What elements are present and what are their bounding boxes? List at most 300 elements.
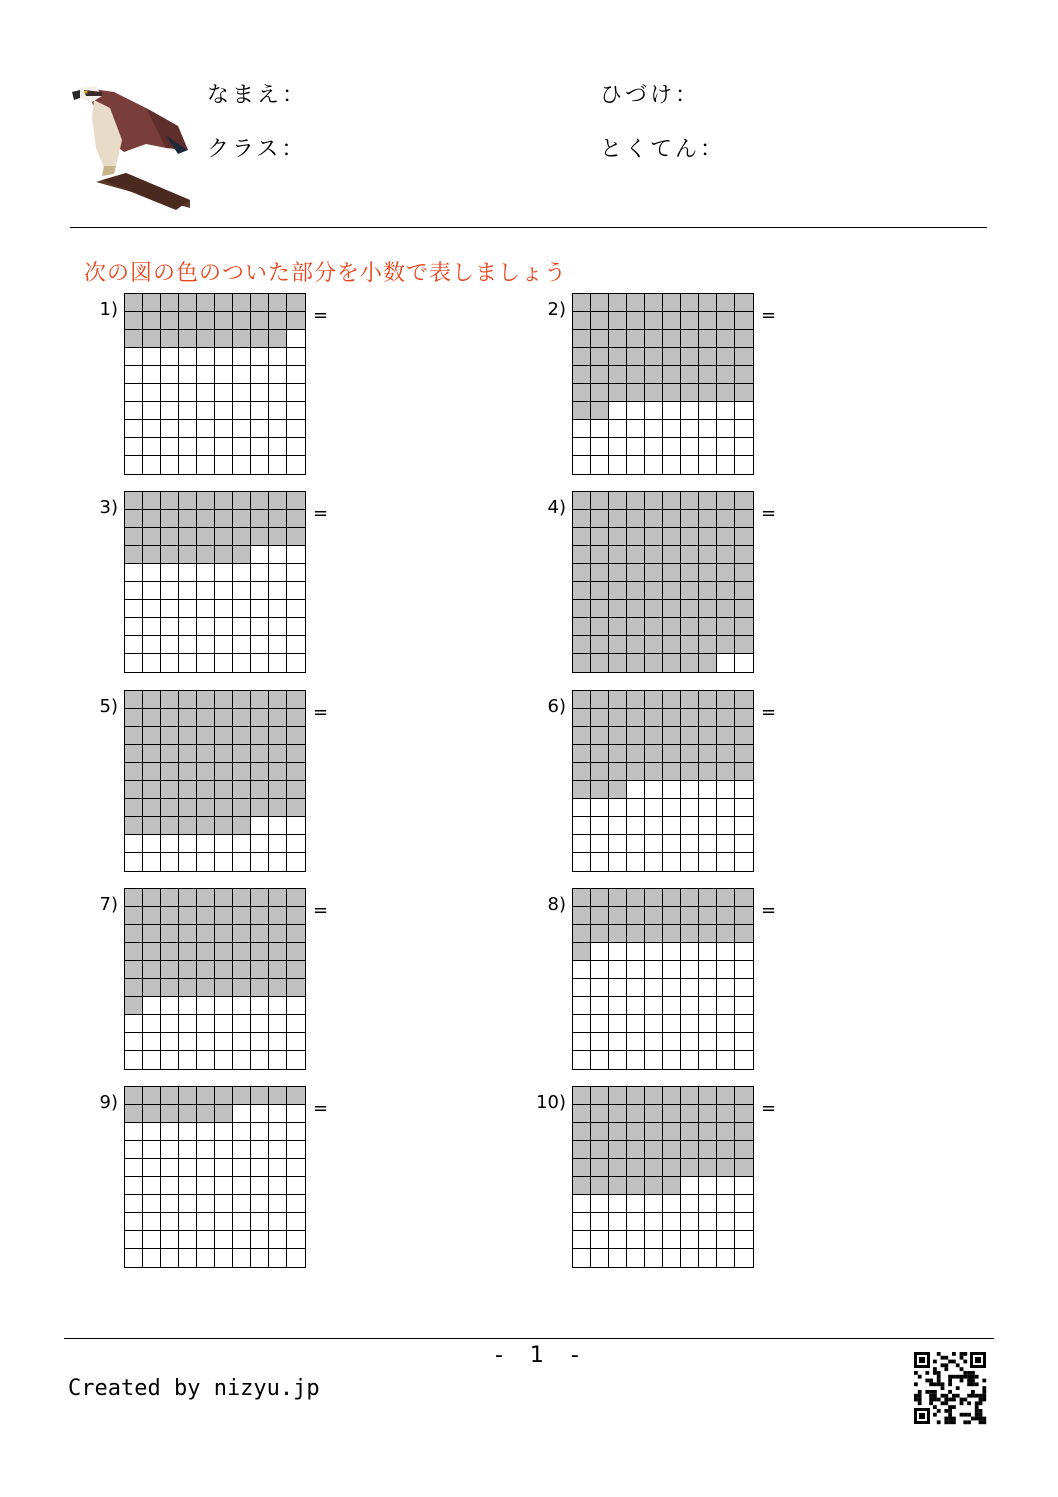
grid-cell-shaded [251, 763, 269, 781]
grid-cell-empty [215, 420, 233, 438]
grid-cell-shaded [573, 384, 591, 402]
grid-cell-shaded [681, 1159, 699, 1177]
grid-cell-empty [735, 799, 753, 817]
grid-cell-empty [645, 1033, 663, 1051]
grid-cell-shaded [735, 384, 753, 402]
hundred-grid [124, 690, 306, 872]
problem-number: 8) [547, 894, 566, 915]
grid-cell-empty [287, 438, 305, 456]
grid-cell-empty [251, 582, 269, 600]
grid-cell-empty [645, 456, 663, 474]
grid-cell-shaded [609, 763, 627, 781]
grid-cell-empty [609, 997, 627, 1015]
grid-cell-empty [251, 1249, 269, 1267]
grid-cell-empty [143, 348, 161, 366]
grid-cell-shaded [125, 961, 143, 979]
grid-cell-shaded [179, 943, 197, 961]
grid-cell-empty [215, 600, 233, 618]
grid-cell-shaded [699, 294, 717, 312]
grid-cell-shaded [609, 1123, 627, 1141]
grid-cell-empty [287, 402, 305, 420]
name-label: なまえ： [207, 83, 308, 108]
grid-cell-empty [125, 438, 143, 456]
grid-cell-empty [269, 1249, 287, 1267]
grid-cell-shaded [717, 582, 735, 600]
grid-cell-empty [591, 997, 609, 1015]
grid-cell-shaded [215, 979, 233, 997]
grid-cell-empty [179, 654, 197, 672]
grid-cell-shaded [161, 763, 179, 781]
grid-cell-shaded [143, 691, 161, 709]
grid-cell-empty [143, 1123, 161, 1141]
grid-cell-shaded [125, 546, 143, 564]
grid-cell-empty [251, 1231, 269, 1249]
grid-cell-shaded [179, 492, 197, 510]
grid-cell-shaded [179, 799, 197, 817]
grid-cell-empty [663, 438, 681, 456]
grid-cell-empty [161, 600, 179, 618]
grid-cell-shaded [269, 727, 287, 745]
grid-cell-empty [143, 1195, 161, 1213]
grid-cell-empty [645, 1195, 663, 1213]
grid-cell-empty [699, 1033, 717, 1051]
grid-cell-empty [287, 1213, 305, 1231]
grid-cell-empty [287, 1051, 305, 1069]
grid-cell-shaded [645, 348, 663, 366]
grid-cell-shaded [233, 745, 251, 763]
grid-cell-shaded [735, 348, 753, 366]
grid-cell-empty [699, 817, 717, 835]
grid-cell-empty [269, 420, 287, 438]
grid-cell-empty [215, 835, 233, 853]
grid-cell-empty [215, 1249, 233, 1267]
grid-cell-shaded [717, 528, 735, 546]
grid-cell-shaded [717, 907, 735, 925]
grid-cell-empty [251, 1195, 269, 1213]
grid-cell-shaded [627, 1177, 645, 1195]
grid-cell-empty [125, 1231, 143, 1249]
grid-cell-shaded [735, 691, 753, 709]
grid-cell-shaded [591, 1087, 609, 1105]
grid-cell-empty [197, 835, 215, 853]
grid-cell-empty [609, 1033, 627, 1051]
header-divider [70, 227, 987, 228]
grid-cell-shaded [573, 654, 591, 672]
grid-cell-empty [287, 1195, 305, 1213]
grid-cell-shaded [573, 1123, 591, 1141]
grid-cell-empty [269, 654, 287, 672]
grid-cell-shaded [627, 1159, 645, 1177]
grid-cell-empty [287, 997, 305, 1015]
grid-cell-empty [627, 1213, 645, 1231]
grid-cell-shaded [717, 1123, 735, 1141]
grid-cell-shaded [287, 727, 305, 745]
grid-cell-shaded [663, 366, 681, 384]
grid-cell-empty [161, 1033, 179, 1051]
grid-cell-empty [609, 853, 627, 871]
grid-cell-empty [269, 835, 287, 853]
grid-cell-shaded [215, 1087, 233, 1105]
grid-cell-shaded [573, 1087, 591, 1105]
grid-cell-shaded [609, 727, 627, 745]
grid-cell-shaded [269, 781, 287, 799]
grid-cell-shaded [573, 709, 591, 727]
grid-cell-shaded [573, 402, 591, 420]
grid-cell-shaded [179, 1087, 197, 1105]
grid-cell-shaded [287, 312, 305, 330]
grid-cell-shaded [197, 925, 215, 943]
grid-cell-empty [179, 582, 197, 600]
grid-cell-empty [215, 384, 233, 402]
grid-cell-empty [699, 456, 717, 474]
grid-cell-empty [143, 1231, 161, 1249]
hundred-grid [572, 690, 754, 872]
grid-cell-shaded [215, 294, 233, 312]
grid-cell-shaded [197, 763, 215, 781]
grid-cell-empty [609, 456, 627, 474]
grid-cell-shaded [663, 727, 681, 745]
grid-cell-shaded [609, 294, 627, 312]
grid-cell-empty [735, 438, 753, 456]
problem-number: 4) [547, 497, 566, 518]
grid-cell-empty [699, 1015, 717, 1033]
grid-cell-shaded [143, 709, 161, 727]
grid-cell-empty [179, 402, 197, 420]
grid-cell-empty [287, 1015, 305, 1033]
grid-cell-empty [269, 618, 287, 636]
grid-cell-shaded [269, 979, 287, 997]
grid-cell-shaded [215, 492, 233, 510]
grid-cell-empty [251, 1141, 269, 1159]
grid-cell-shaded [233, 925, 251, 943]
grid-cell-shaded [609, 564, 627, 582]
grid-cell-shaded [663, 889, 681, 907]
grid-cell-empty [197, 1249, 215, 1267]
grid-cell-empty [663, 835, 681, 853]
grid-cell-shaded [573, 1177, 591, 1195]
grid-cell-shaded [287, 294, 305, 312]
grid-cell-empty [287, 1033, 305, 1051]
grid-cell-shaded [645, 492, 663, 510]
grid-cell-empty [233, 402, 251, 420]
grid-cell-shaded [197, 492, 215, 510]
grid-cell-shaded [735, 618, 753, 636]
grid-cell-shaded [197, 781, 215, 799]
grid-cell-shaded [179, 294, 197, 312]
grid-cell-shaded [681, 546, 699, 564]
grid-cell-shaded [681, 330, 699, 348]
grid-cell-shaded [251, 492, 269, 510]
grid-cell-empty [251, 636, 269, 654]
grid-cell-shaded [645, 582, 663, 600]
grid-cell-shaded [197, 1105, 215, 1123]
grid-cell-shaded [627, 654, 645, 672]
grid-cell-empty [197, 1195, 215, 1213]
grid-cell-shaded [645, 745, 663, 763]
grid-cell-empty [161, 1249, 179, 1267]
grid-cell-empty [717, 799, 735, 817]
grid-cell-empty [287, 582, 305, 600]
grid-cell-empty [179, 456, 197, 474]
grid-cell-shaded [717, 294, 735, 312]
grid-cell-empty [663, 1213, 681, 1231]
grid-cell-empty [591, 943, 609, 961]
grid-cell-shaded [627, 907, 645, 925]
problem-number: 7) [99, 894, 118, 915]
grid-cell-empty [233, 1231, 251, 1249]
grid-cell-empty [573, 1195, 591, 1213]
grid-cell-empty [681, 1231, 699, 1249]
grid-cell-empty [251, 853, 269, 871]
grid-cell-shaded [627, 691, 645, 709]
grid-cell-shaded [663, 1123, 681, 1141]
grid-cell-shaded [717, 564, 735, 582]
grid-cell-empty [233, 1051, 251, 1069]
grid-cell-empty [681, 997, 699, 1015]
grid-cell-shaded [179, 709, 197, 727]
grid-cell-shaded [573, 1159, 591, 1177]
grid-cell-shaded [233, 961, 251, 979]
grid-cell-shaded [717, 492, 735, 510]
grid-cell-empty [681, 1015, 699, 1033]
grid-cell-empty [125, 1033, 143, 1051]
grid-cell-empty [663, 1195, 681, 1213]
grid-cell-empty [735, 420, 753, 438]
grid-cell-shaded [215, 546, 233, 564]
grid-cell-empty [591, 1195, 609, 1213]
grid-cell-empty [735, 961, 753, 979]
grid-cell-shaded [663, 312, 681, 330]
grid-cell-empty [609, 817, 627, 835]
grid-cell-empty [143, 1141, 161, 1159]
grid-cell-shaded [591, 348, 609, 366]
grid-cell-shaded [161, 745, 179, 763]
grid-cell-empty [251, 420, 269, 438]
grid-cell-empty [717, 438, 735, 456]
grid-cell-shaded [179, 727, 197, 745]
grid-cell-empty [699, 853, 717, 871]
grid-cell-shaded [699, 618, 717, 636]
grid-cell-shaded [645, 1087, 663, 1105]
grid-cell-empty [699, 438, 717, 456]
grid-cell-shaded [591, 727, 609, 745]
grid-cell-empty [717, 1033, 735, 1051]
grid-cell-shaded [251, 925, 269, 943]
grid-cell-shaded [161, 1087, 179, 1105]
grid-cell-shaded [735, 636, 753, 654]
grid-cell-shaded [699, 600, 717, 618]
grid-cell-empty [269, 853, 287, 871]
grid-cell-shaded [627, 546, 645, 564]
grid-cell-empty [699, 1051, 717, 1069]
grid-cell-empty [573, 1249, 591, 1267]
grid-cell-empty [125, 402, 143, 420]
grid-cell-empty [663, 853, 681, 871]
grid-cell-empty [681, 1249, 699, 1267]
grid-cell-empty [251, 1033, 269, 1051]
grid-cell-shaded [573, 528, 591, 546]
grid-cell-shaded [663, 1087, 681, 1105]
grid-cell-empty [735, 997, 753, 1015]
grid-cell-empty [125, 654, 143, 672]
grid-cell-empty [143, 636, 161, 654]
grid-cell-shaded [717, 709, 735, 727]
grid-cell-empty [215, 853, 233, 871]
grid-cell-empty [161, 654, 179, 672]
grid-cell-empty [215, 366, 233, 384]
equals-sign: = [313, 900, 329, 921]
grid-cell-shaded [699, 1123, 717, 1141]
grid-cell-empty [609, 1213, 627, 1231]
grid-cell-shaded [663, 582, 681, 600]
grid-cell-shaded [681, 727, 699, 745]
grid-cell-empty [233, 1177, 251, 1195]
grid-cell-empty [699, 961, 717, 979]
grid-cell-shaded [645, 691, 663, 709]
grid-cell-shaded [233, 907, 251, 925]
equals-sign: = [761, 1098, 777, 1119]
grid-cell-shaded [233, 691, 251, 709]
grid-cell-shaded [269, 294, 287, 312]
grid-cell-shaded [573, 294, 591, 312]
grid-cell-shaded [197, 294, 215, 312]
grid-cell-shaded [681, 294, 699, 312]
grid-cell-empty [251, 1177, 269, 1195]
grid-cell-shaded [663, 1177, 681, 1195]
grid-cell-shaded [143, 1087, 161, 1105]
grid-cell-empty [269, 438, 287, 456]
problem-number: 9) [99, 1092, 118, 1113]
grid-cell-shaded [215, 961, 233, 979]
grid-cell-empty [215, 456, 233, 474]
grid-cell-empty [251, 618, 269, 636]
grid-cell-empty [179, 853, 197, 871]
grid-cell-shaded [663, 925, 681, 943]
grid-cell-empty [197, 1033, 215, 1051]
grid-cell-shaded [717, 510, 735, 528]
grid-cell-shaded [609, 781, 627, 799]
grid-cell-empty [573, 817, 591, 835]
grid-cell-empty [143, 1159, 161, 1177]
grid-cell-empty [735, 853, 753, 871]
grid-cell-shaded [143, 907, 161, 925]
grid-cell-shaded [269, 330, 287, 348]
grid-cell-shaded [125, 312, 143, 330]
grid-cell-empty [287, 564, 305, 582]
grid-cell-empty [591, 456, 609, 474]
grid-cell-empty [233, 1015, 251, 1033]
grid-cell-empty [681, 853, 699, 871]
grid-cell-empty [179, 420, 197, 438]
grid-cell-shaded [735, 492, 753, 510]
grid-cell-shaded [143, 727, 161, 745]
grid-cell-empty [287, 384, 305, 402]
grid-cell-shaded [735, 564, 753, 582]
grid-cell-empty [161, 1195, 179, 1213]
grid-cell-empty [287, 1141, 305, 1159]
grid-cell-empty [125, 636, 143, 654]
grid-cell-shaded [717, 1087, 735, 1105]
grid-cell-shaded [609, 1105, 627, 1123]
grid-cell-shaded [735, 1123, 753, 1141]
grid-cell-shaded [573, 510, 591, 528]
grid-cell-empty [663, 420, 681, 438]
grid-cell-empty [233, 438, 251, 456]
grid-cell-shaded [591, 1123, 609, 1141]
grid-cell-shaded [233, 799, 251, 817]
grid-cell-shaded [269, 312, 287, 330]
grid-cell-shaded [627, 889, 645, 907]
grid-cell-empty [269, 1105, 287, 1123]
grid-cell-empty [735, 1033, 753, 1051]
grid-cell-shaded [161, 709, 179, 727]
grid-cell-shaded [269, 492, 287, 510]
grid-cell-shaded [717, 330, 735, 348]
grid-cell-empty [179, 618, 197, 636]
grid-cell-shaded [143, 817, 161, 835]
grid-cell-shaded [197, 546, 215, 564]
grid-cell-shaded [609, 312, 627, 330]
grid-cell-shaded [645, 636, 663, 654]
grid-cell-shaded [609, 366, 627, 384]
grid-cell-shaded [287, 492, 305, 510]
grid-cell-shaded [645, 294, 663, 312]
grid-cell-shaded [699, 384, 717, 402]
grid-cell-shaded [717, 312, 735, 330]
grid-cell-shaded [699, 492, 717, 510]
grid-cell-shaded [699, 348, 717, 366]
grid-cell-empty [125, 1195, 143, 1213]
grid-cell-empty [627, 1051, 645, 1069]
grid-cell-empty [717, 1213, 735, 1231]
grid-cell-shaded [609, 709, 627, 727]
grid-cell-empty [735, 835, 753, 853]
grid-cell-empty [233, 1159, 251, 1177]
grid-cell-empty [735, 456, 753, 474]
grid-cell-shaded [645, 889, 663, 907]
grid-cell-shaded [179, 745, 197, 763]
grid-cell-empty [125, 582, 143, 600]
grid-cell-empty [717, 997, 735, 1015]
grid-cell-shaded [573, 366, 591, 384]
grid-cell-shaded [609, 348, 627, 366]
grid-cell-empty [179, 1213, 197, 1231]
grid-cell-empty [609, 438, 627, 456]
equals-sign: = [761, 900, 777, 921]
grid-cell-shaded [663, 618, 681, 636]
grid-cell-shaded [663, 294, 681, 312]
grid-cell-shaded [645, 727, 663, 745]
grid-cell-empty [663, 402, 681, 420]
grid-cell-shaded [269, 763, 287, 781]
grid-cell-shaded [591, 709, 609, 727]
grid-cell-empty [125, 1051, 143, 1069]
grid-cell-shaded [161, 961, 179, 979]
grid-cell-empty [609, 402, 627, 420]
grid-cell-shaded [699, 709, 717, 727]
grid-cell-shaded [269, 528, 287, 546]
grid-cell-shaded [735, 763, 753, 781]
grid-cell-shaded [663, 348, 681, 366]
grid-cell-shaded [591, 925, 609, 943]
grid-cell-empty [269, 817, 287, 835]
grid-cell-empty [645, 1213, 663, 1231]
grid-cell-empty [287, 1123, 305, 1141]
grid-cell-empty [609, 420, 627, 438]
grid-cell-empty [161, 1123, 179, 1141]
grid-cell-empty [645, 420, 663, 438]
grid-cell-empty [251, 456, 269, 474]
